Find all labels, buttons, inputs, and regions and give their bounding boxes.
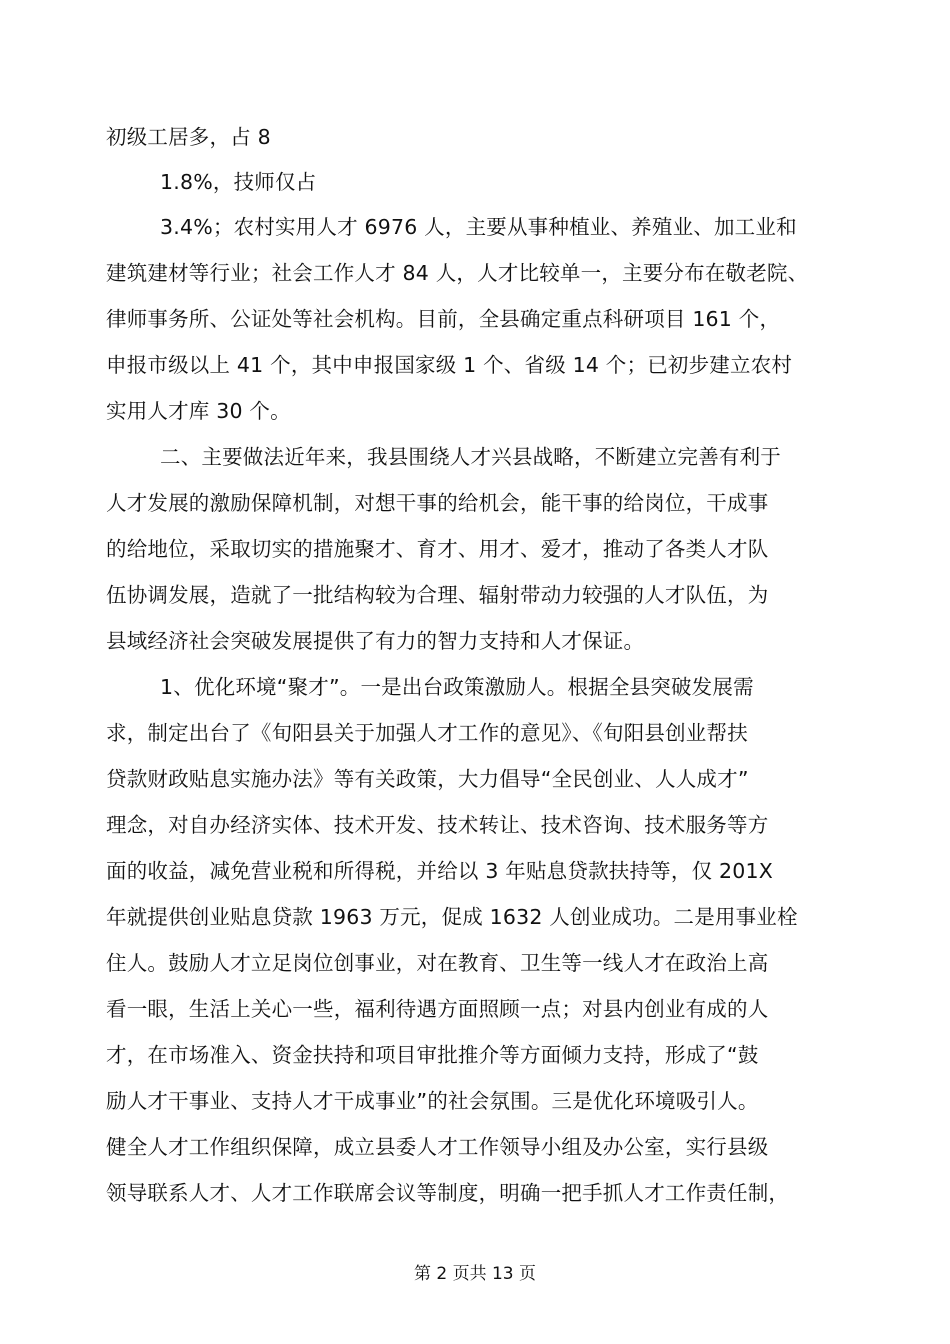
text-line: 伍协调发展，造就了一批结构较为合理、辐射带动力较强的人才队伍，为 xyxy=(106,583,769,607)
text-line: 1.8%，技师仅占 xyxy=(160,170,317,194)
text-line: 理念，对自办经济实体、技术开发、技术转让、技术咨询、技术服务等方 xyxy=(106,813,769,837)
text-line: 3.4%；农村实用人才 6976 人，主要从事种植业、养殖业、加工业和 xyxy=(160,215,797,239)
text-line: 看一眼，生活上关心一些，福利待遇方面照顾一点；对县内创业有成的人 xyxy=(106,997,769,1021)
text-line: 的给地位，采取切实的措施聚才、育才、用才、爱才，推动了各类人才队 xyxy=(106,537,769,561)
text-line: 面的收益，减免营业税和所得税，并给以 3 年贴息贷款扶持等，仅 201X xyxy=(106,859,773,883)
text-line: 领导联系人才、人才工作联席会议等制度，明确一把手抓人才工作责任制， xyxy=(106,1181,790,1205)
page-number-footer: 第 2 页共 13 页 xyxy=(413,1264,537,1284)
text-line: 二、主要做法近年来，我县围绕人才兴县战略，不断建立完善有利于 xyxy=(160,445,781,469)
text-line: 励人才干事业、支持人才干成事业”的社会氛围。三是优化环境吸引人。 xyxy=(106,1089,759,1113)
text-line: 求，制定出台了《旬阳县关于加强人才工作的意见》、《旬阳县创业帮扶 xyxy=(106,721,748,745)
text-line: 律师事务所、公证处等社会机构。目前，全县确定重点科研项目 161 个， xyxy=(106,307,781,331)
text-line: 实用人才库 30 个。 xyxy=(106,399,291,423)
text-line: 住人。鼓励人才立足岗位创事业，对在教育、卫生等一线人才在政治上高 xyxy=(106,951,769,975)
text-line: 县域经济社会突破发展提供了有力的智力支持和人才保证。 xyxy=(106,629,645,653)
text-line: 年就提供创业贴息贷款 1963 万元，促成 1632 人创业成功。二是用事业栓 xyxy=(106,905,798,929)
text-line: 初级工居多，占 8 xyxy=(106,125,271,149)
text-line: 健全人才工作组织保障，成立县委人才工作领导小组及办公室，实行县级 xyxy=(106,1135,769,1159)
text-line: 建筑建材等行业；社会工作人才 84 人，人才比较单一，主要分布在敬老院、 xyxy=(106,261,809,285)
text-line: 人才发展的激励保障机制，对想干事的给机会，能干事的给岗位，干成事 xyxy=(106,491,769,515)
text-line: 1、优化环境“聚才”。一是出台政策激励人。根据全县突破发展需 xyxy=(160,675,754,699)
text-line: 才，在市场准入、资金扶持和项目审批推介等方面倾力支持，形成了“鼓 xyxy=(106,1043,759,1067)
text-line: 贷款财政贴息实施办法》等有关政策，大力倡导“全民创业、人人成才” xyxy=(106,767,749,791)
text-line: 申报市级以上 41 个，其中申报国家级 1 个、省级 14 个；已初步建立农村 xyxy=(106,353,793,377)
